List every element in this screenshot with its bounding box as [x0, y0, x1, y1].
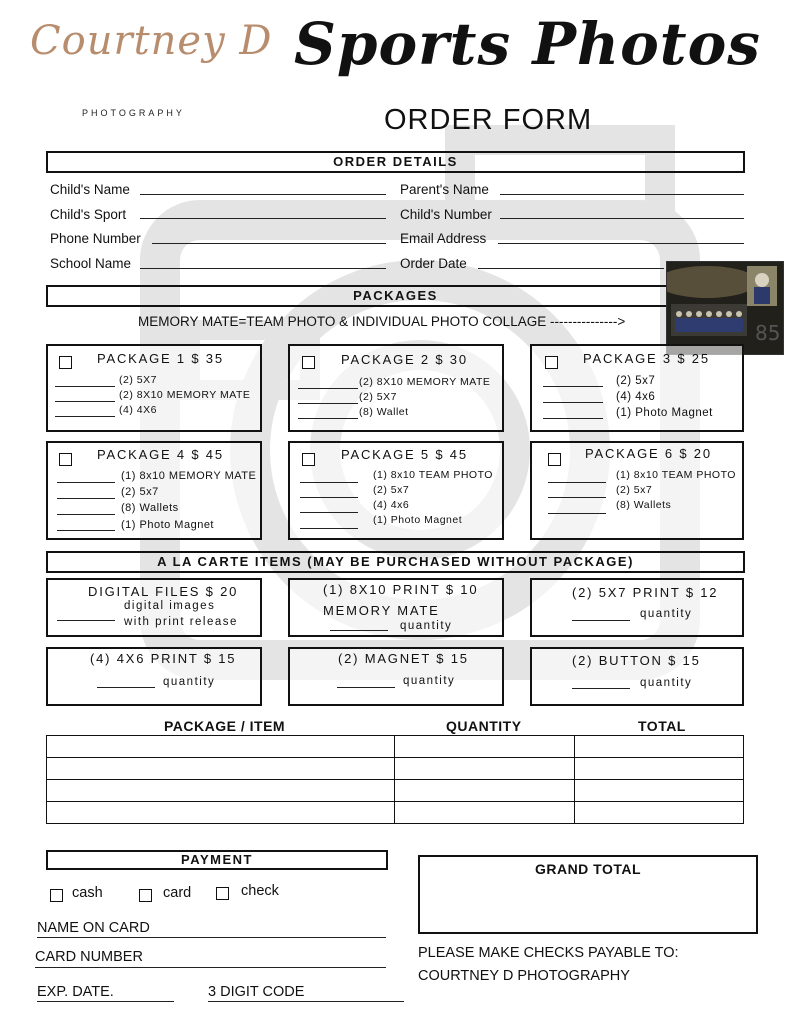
table-row	[47, 758, 744, 780]
table-row	[47, 802, 744, 824]
childs-sport-label: Child's Sport	[50, 207, 127, 222]
package-3-qty-line[interactable]	[543, 386, 603, 387]
exp-date-label: EXP. DATE.	[37, 984, 114, 1000]
package-1-item: (4) 4X6	[119, 404, 157, 416]
packages-heading: PACKAGES	[46, 285, 745, 307]
name-on-card-label: NAME ON CARD	[37, 920, 150, 936]
package-4-item: (8) Wallets	[121, 502, 179, 514]
order-details-heading: ORDER DETAILS	[46, 151, 745, 173]
item-cell[interactable]	[47, 802, 395, 824]
package-5-qty-line[interactable]	[300, 497, 358, 498]
table-row	[47, 736, 744, 758]
print-8x10-desc: MEMORY MATE	[323, 603, 440, 618]
quantity-cell[interactable]	[395, 736, 575, 758]
package-3-item: (1) Photo Magnet	[616, 407, 713, 419]
print-8x10-qty-line[interactable]	[330, 630, 388, 631]
package-3-item: (2) 5x7	[616, 375, 656, 387]
package-4-item: (1) 8x10 MEMORY MATE	[121, 470, 257, 482]
button-qty-label: quantity	[640, 677, 693, 689]
quantity-cell[interactable]	[395, 802, 575, 824]
package-1-item: (2) 8X10 MEMORY MATE	[119, 389, 251, 401]
package-6-title: PACKAGE 6 $ 20	[585, 446, 712, 461]
parents-name-label: Parent's Name	[400, 182, 489, 197]
package-5-title: PACKAGE 5 $ 45	[341, 447, 468, 462]
package-5-qty-line[interactable]	[300, 482, 358, 483]
column-header-quantity: QUANTITY	[446, 718, 522, 734]
grand-total-label: GRAND TOTAL	[534, 861, 642, 877]
package-6-qty-line[interactable]	[548, 497, 606, 498]
school-name-label: School Name	[50, 256, 132, 271]
magnet-qty-label: quantity	[403, 675, 456, 687]
childs-number-input[interactable]	[500, 218, 744, 219]
package-2-qty-line[interactable]	[298, 388, 358, 389]
memory-mate-note: MEMORY MATE=TEAM PHOTO & INDIVIDUAL PHOTO COLLAGE --------------->	[138, 314, 626, 329]
package-2-checkbox[interactable]	[302, 356, 315, 369]
package-6-item: (2) 5x7	[616, 484, 653, 496]
page-title: Sports Photos	[294, 10, 761, 78]
total-cell[interactable]	[575, 802, 744, 824]
card-label: card	[163, 885, 192, 901]
print-4x6-qty-line[interactable]	[97, 687, 155, 688]
total-cell[interactable]	[575, 758, 744, 780]
package-3-title: PACKAGE 3 $ 25	[583, 351, 710, 366]
package-6-item: (1) 8x10 TEAM PHOTO	[616, 469, 736, 481]
exp-date-input[interactable]	[37, 1001, 174, 1002]
package-5-item: (2) 5x7	[373, 484, 410, 496]
package-4-item: (1) Photo Magnet	[121, 519, 214, 531]
code-label: 3 DIGIT CODE	[208, 984, 305, 1000]
print-8x10-qty-label: quantity	[400, 620, 453, 632]
logo-script: Courtney D	[30, 18, 273, 64]
total-cell[interactable]	[575, 780, 744, 802]
checks-payable-name: COURTNEY D PHOTOGRAPHY	[418, 968, 630, 984]
email-address-label: Email Address	[400, 231, 487, 246]
card-checkbox[interactable]	[139, 889, 152, 902]
a-la-carte-heading: A LA CARTE ITEMS (MAY BE PURCHASED WITHOUT PACKAGE)	[46, 551, 745, 573]
check-label: check	[241, 883, 279, 899]
card-number-input[interactable]	[35, 967, 386, 968]
logo-subtitle: PHOTOGRAPHY	[82, 108, 185, 118]
package-6-item: (8) Wallets	[616, 499, 672, 511]
quantity-cell[interactable]	[395, 758, 575, 780]
cash-checkbox[interactable]	[50, 889, 63, 902]
package-5-qty-line[interactable]	[300, 528, 358, 529]
package-1-item: (2) 5X7	[119, 374, 157, 386]
package-2-item: (2) 5X7	[359, 391, 397, 403]
childs-name-input[interactable]	[140, 194, 386, 195]
childs-number-label: Child's Number	[400, 207, 492, 222]
package-2-title: PACKAGE 2 $ 30	[341, 352, 468, 367]
package-4-checkbox[interactable]	[59, 453, 72, 466]
cash-label: cash	[72, 885, 103, 901]
order-date-input[interactable]	[478, 268, 664, 269]
phone-number-input[interactable]	[152, 243, 386, 244]
childs-name-label: Child's Name	[50, 182, 130, 197]
package-5-item: (1) 8x10 TEAM PHOTO	[373, 469, 493, 481]
package-4-qty-line[interactable]	[57, 498, 115, 499]
table-row	[47, 780, 744, 802]
school-name-input[interactable]	[140, 268, 386, 269]
package-3-checkbox[interactable]	[545, 356, 558, 369]
package-4-item: (2) 5x7	[121, 486, 159, 498]
package-1-qty-line[interactable]	[55, 416, 115, 417]
print-4x6-title: (4) 4X6 PRINT $ 15	[90, 651, 237, 666]
page-subtitle: ORDER FORM	[384, 104, 593, 136]
checks-payable-note: PLEASE MAKE CHECKS PAYABLE TO:	[418, 945, 679, 961]
code-input[interactable]	[208, 1001, 404, 1002]
total-cell[interactable]	[575, 736, 744, 758]
digital-files-desc: digital images	[124, 600, 216, 612]
digital-files-title: DIGITAL FILES $ 20	[88, 584, 239, 599]
package-4-title: PACKAGE 4 $ 45	[97, 447, 224, 462]
name-on-card-input[interactable]	[37, 937, 386, 938]
digital-files-qty-line[interactable]	[57, 620, 115, 621]
package-5-item: (1) Photo Magnet	[373, 514, 463, 526]
button-title: (2) BUTTON $ 15	[572, 653, 701, 668]
package-4-qty-line[interactable]	[57, 482, 115, 483]
package-2-qty-line[interactable]	[298, 418, 358, 419]
digital-files-desc: with print release	[124, 616, 238, 628]
print-5x7-qty-line[interactable]	[572, 620, 630, 621]
column-header-item: PACKAGE / ITEM	[164, 718, 286, 734]
quantity-cell[interactable]	[395, 780, 575, 802]
payment-heading: PAYMENT	[46, 850, 388, 870]
package-2-qty-line[interactable]	[298, 403, 358, 404]
print-5x7-title: (2) 5X7 PRINT $ 12	[572, 585, 719, 600]
print-8x10-title: (1) 8X10 PRINT $ 10	[323, 582, 479, 597]
package-2-item: (8) Wallet	[359, 406, 409, 418]
package-6-checkbox[interactable]	[548, 453, 561, 466]
package-6-qty-line[interactable]	[548, 482, 606, 483]
phone-number-label: Phone Number	[50, 231, 141, 246]
item-cell[interactable]	[47, 758, 395, 780]
package-4-qty-line[interactable]	[57, 530, 115, 531]
package-3-item: (4) 4x6	[616, 391, 656, 403]
print-5x7-qty-label: quantity	[640, 608, 693, 620]
order-table	[46, 735, 744, 824]
package-1-qty-line[interactable]	[55, 386, 115, 387]
print-4x6-qty-label: quantity	[163, 676, 216, 688]
memory-mate-sample-image	[666, 261, 784, 355]
order-date-label: Order Date	[400, 256, 467, 271]
package-5-item: (4) 4x6	[373, 499, 410, 511]
column-header-total: TOTAL	[638, 718, 686, 734]
item-cell[interactable]	[47, 736, 395, 758]
package-5-checkbox[interactable]	[302, 453, 315, 466]
card-number-label: CARD NUMBER	[35, 949, 143, 965]
package-1-qty-line[interactable]	[55, 401, 115, 402]
package-5-qty-line[interactable]	[300, 512, 358, 513]
package-1-checkbox[interactable]	[59, 356, 72, 369]
check-checkbox[interactable]	[216, 887, 229, 900]
email-address-input[interactable]	[498, 243, 744, 244]
parents-name-input[interactable]	[500, 194, 744, 195]
package-1-title: PACKAGE 1 $ 35	[97, 351, 224, 366]
magnet-qty-line[interactable]	[337, 687, 395, 688]
button-qty-line[interactable]	[572, 688, 630, 689]
item-cell[interactable]	[47, 780, 395, 802]
package-4-qty-line[interactable]	[57, 514, 115, 515]
package-3-qty-line[interactable]	[543, 402, 603, 403]
package-6-qty-line[interactable]	[548, 513, 606, 514]
svg-text:85: 85	[755, 321, 781, 345]
package-3-qty-line[interactable]	[543, 418, 603, 419]
childs-sport-input[interactable]	[140, 218, 386, 219]
magnet-title: (2) MAGNET $ 15	[338, 651, 469, 666]
package-2-item: (2) 8X10 MEMORY MATE	[359, 376, 491, 388]
